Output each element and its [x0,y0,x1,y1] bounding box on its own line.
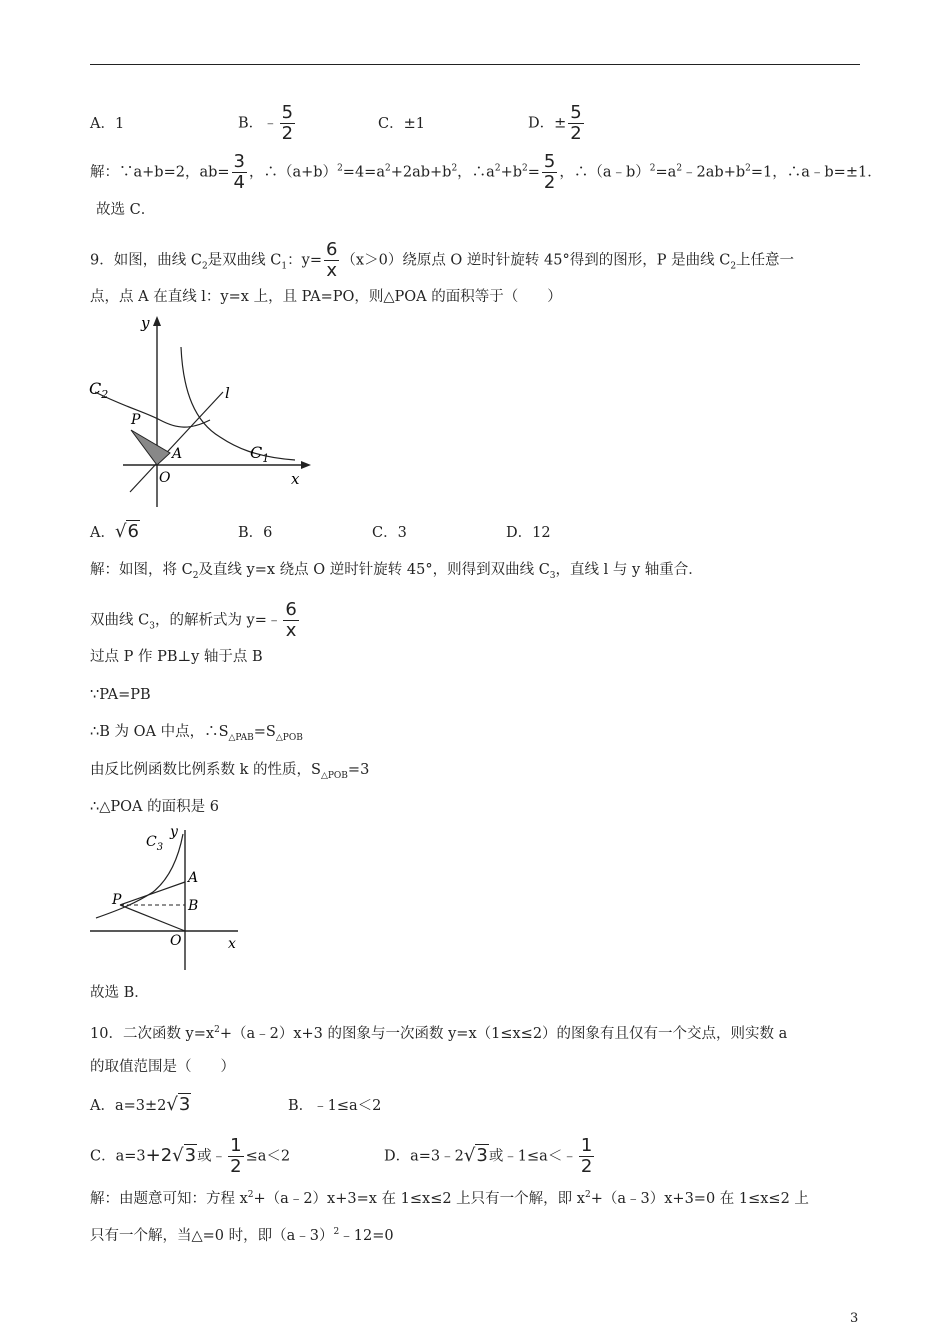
q9-sol-line6: 由反比例函数比例系数 k 的性质，$S_{\triangle POB}=3$ [90,762,370,781]
q9-answer: 故选 B． [90,985,149,1001]
figure-1 [85,312,315,512]
q8-solution: 解：∵a+b=2，ab= $\frac{3}{4}$ ，$\therefore(a+b)^2=4=a^2+2ab+b^2$，$\therefore a^2+b^2=$ $\frac{5}{2}$ ，$\therefore(a﹣b)^2=a^2﹣2ab+b^2=1$，∴a﹣b=±1． [90,151,882,193]
fig2-o-label: O [170,933,182,949]
fig1-p-label: P [131,412,141,428]
q9-stem-line1: 9．如图，曲线 $C_2$是双曲线 $C_1$：y= $\frac{6}{x}$ （x＞0）绕原点 O 逆时针旋转 45°得到的图形，P 是曲线 $C_2$上任意一 [90,239,795,281]
q9-sol-line3: 过点 P 作 PB⊥y 轴于点 B [90,649,263,665]
q9-sol-line4: ∵PA=PB [90,687,151,703]
q9-sol-line2: 双曲线 $C_3$，的解析式为 y=﹣ $\frac{6}{x}$ [90,599,297,641]
q10-sol-line2: 只有一个解，当△=0 时，即（a﹣3）$^2$﹣12=0 [90,1227,394,1244]
q9-sol-line1: 解：如图，将 $C_2$及直线 y=x 绕点 O 逆时针旋转 45°，则得到双曲线 $C_3$，直线 l 与 y 轴重合． [90,562,703,581]
q9-options: A．√6 B．6 C．3 D．12 [90,521,551,542]
fig1-l-label: l [225,384,230,402]
figure-2 [88,820,248,975]
q8-answer: 故选 C． [96,202,156,218]
fig1-y-label: y [141,314,150,332]
fig2-a-label: A [188,870,199,886]
q10-options-ab: A．a=3±2√3 B．﹣1≤a＜2 [90,1094,382,1115]
fig1-c2-label: $C_2$ [89,379,109,401]
header-rule [90,64,860,65]
q10-stem-line1: 10．二次函数 $y=x^2+(a﹣2)x+3$ 的图象与一次函数 y=x（1≤x≤2）的图象有且仅有一个交点，则实数 a [90,1025,788,1042]
fig2-p-label: P [112,892,122,908]
fig1-a-label: A [172,446,183,462]
fig2-x-label: x [228,936,236,952]
fig1-o-label: O [159,470,171,486]
q9-sol-line7: ∴△POA 的面积是 6 [90,799,219,815]
fig1-c1-label: $C_1$ [250,443,270,465]
page-number: 3 [850,1311,859,1326]
q9-stem-line2: 点，点 A 在直线 l：y=x 上，且 PA=PO，则△POA 的面积等于（ ） [90,289,562,305]
fig2-y-label: y [170,824,178,840]
fig2-b-label: B [188,898,199,914]
q9-sol-line5: ∴B 为 OA 中点，$\therefore S_{\triangle PAB}=S_{\triangle POB}$ [90,724,303,743]
q10-options-cd: C．a=3+2√3或﹣ $\frac{1}{2}$ ≤a＜2 D．a=3﹣2√3或﹣1≤a＜﹣ $\frac{1}{2}$ [90,1135,593,1177]
fig2-c3-label: $C_3$ [146,834,164,853]
q8-options: A．1 B．﹣ $\frac{5}{2}$ C．±1 D．± $\frac{5}{2}$ [90,102,582,144]
q10-sol-line1: 解：由题意可知：方程 $x^2+(a﹣2)x+3=x$ 在 1≤x≤2 上只有一个解，即 $x^2+(a﹣3)x+3=0$ 在 1≤x≤2 上 [90,1190,809,1207]
q10-stem-line2: 的取值范围是（ ） [90,1059,235,1075]
fig1-x-label: x [291,470,300,488]
